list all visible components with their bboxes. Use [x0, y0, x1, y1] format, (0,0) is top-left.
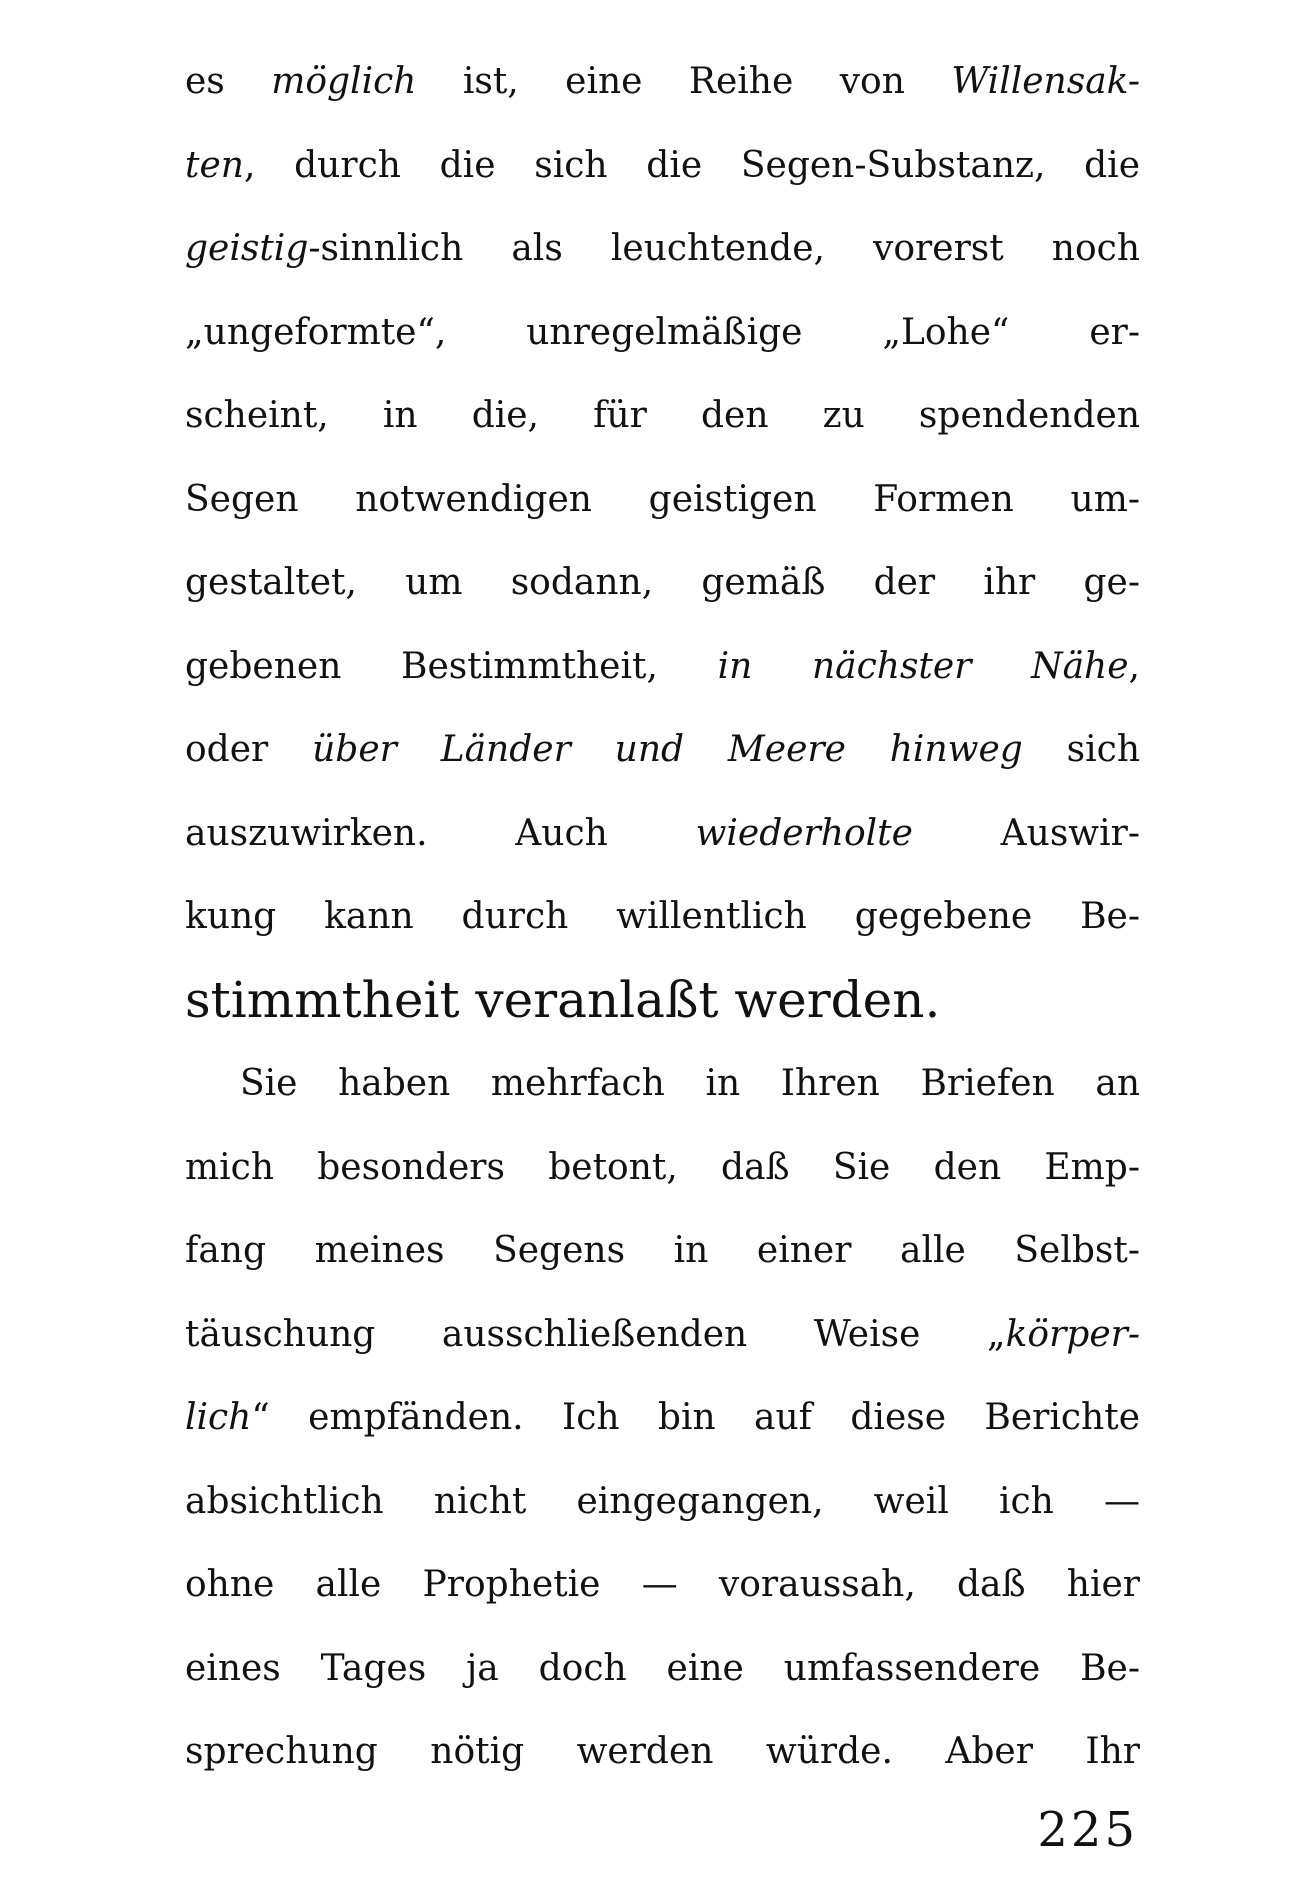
- text-line: [185, 1376, 1140, 1460]
- italic-text-segment: möglich: [271, 61, 417, 102]
- text-segment: stimmtheit veranlaßt werden.: [185, 970, 941, 1029]
- text-line: [185, 1627, 1140, 1711]
- text-segment: eines Tages ja doch eine umfassendere Be-: [185, 1647, 1140, 1689]
- text-segment: täuschung ausschließenden Weise „: [185, 1313, 1006, 1355]
- text-segment: ,: [1128, 645, 1140, 687]
- text-line: [185, 708, 1140, 792]
- text-segment: oder: [185, 729, 313, 770]
- text-line: [185, 374, 1140, 458]
- text-line: [185, 959, 1140, 1043]
- text-line: [185, 1293, 1140, 1377]
- text-line: [185, 291, 1140, 375]
- italic-text-segment: über Länder und Meere hinweg: [312, 729, 1023, 770]
- italic-text-segment: Willensak-: [951, 61, 1140, 102]
- text-segment: gebenen Bestimmtheit,: [185, 645, 718, 687]
- text-segment: scheint, in die, für den zu spendenden: [185, 395, 1140, 436]
- italic-text-segment: ten: [185, 144, 244, 186]
- text-line: [185, 625, 1140, 709]
- text-line: [185, 1710, 1140, 1794]
- italic-text-segment: körper-: [1005, 1313, 1140, 1355]
- text-segment: absichtlich nicht eingegangen, weil ich —: [185, 1480, 1140, 1522]
- text-segment: ohne alle Prophetie — voraussah, daß hier: [185, 1564, 1140, 1605]
- text-line: [185, 792, 1140, 876]
- italic-text-segment: in nächster Nähe: [717, 645, 1129, 687]
- text-line: [185, 40, 1140, 124]
- italic-text-segment: geistig: [185, 228, 309, 269]
- text-segment: mich besonders betont, daß Sie den Emp-: [185, 1146, 1140, 1188]
- italic-text-segment: wiederholte: [695, 812, 913, 854]
- page-number: 225: [1037, 1802, 1138, 1858]
- text-segment: gestaltet, um sodann, gemäß der ihr ge-: [185, 562, 1140, 603]
- text-line: [185, 541, 1140, 625]
- body-text: [185, 40, 1140, 1794]
- text-line: [185, 458, 1140, 542]
- italic-text-segment: lich: [185, 1397, 252, 1438]
- text-segment: -sinnlich als leuchtende, vorerst noch: [308, 228, 1140, 269]
- text-line: [185, 1543, 1140, 1627]
- text-segment: ist, eine Reihe von: [416, 61, 952, 102]
- text-segment: Sie haben mehrfach in Ihren Briefen an: [240, 1063, 1140, 1104]
- text-segment: “ empfänden. Ich bin auf diese Berichte: [251, 1397, 1140, 1438]
- text-segment: Segen notwendigen geistigen Formen um-: [185, 478, 1140, 520]
- text-segment: Auswir-: [912, 812, 1140, 854]
- text-segment: auszuwirken. Auch: [185, 812, 696, 854]
- text-line: [185, 875, 1140, 959]
- text-line: [185, 1209, 1140, 1293]
- text-segment: kung kann durch willentlich gegebene Be-: [185, 896, 1140, 937]
- text-segment: , durch die sich die Segen-Substanz, die: [243, 144, 1140, 186]
- text-line: [185, 1042, 1140, 1126]
- text-line: [185, 1460, 1140, 1544]
- text-line: [185, 207, 1140, 291]
- text-segment: sich: [1022, 729, 1140, 770]
- text-segment: es: [185, 61, 272, 102]
- text-line: [185, 124, 1140, 208]
- text-line: [185, 1126, 1140, 1210]
- text-segment: fang meines Segens in einer alle Selbst-: [185, 1230, 1140, 1271]
- text-segment: „ungeformte“, unregelmäßige „Lohe“ er-: [185, 311, 1140, 353]
- text-segment: sprechung nötig werden würde. Aber Ihr: [185, 1731, 1140, 1772]
